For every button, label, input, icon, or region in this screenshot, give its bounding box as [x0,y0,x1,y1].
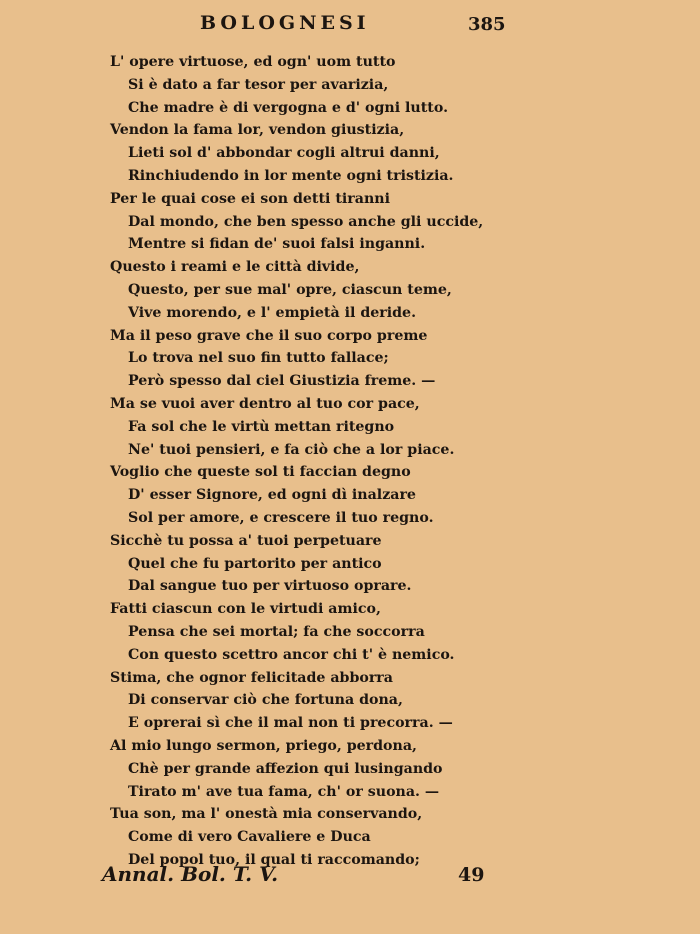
stanza [110,461,580,529]
verse-line: Lo trova nel suo fin tutto fallace; [128,350,389,367]
verse-line: Chè per grande affezion qui lusingando [128,760,443,777]
verse-line: Vendon la fama lor, vendon giustizia, [110,122,405,139]
verse-line: Per le quai cose ei son detti tiranni [110,190,390,207]
verse-line: Vive morendo, e l' empietà il deride. [128,304,417,321]
page-number: 385 [468,14,506,35]
verse-line: Al mio lungo sermon, priego, perdona, [110,737,417,754]
verse-line: Quel che fu partorito per antico [128,555,382,572]
verse-line: Stima, che ognor felicitade abborra [110,669,393,686]
verse-line: Che madre è di vergogna e d' ogni lutto. [128,99,449,116]
verse-line: Con questo scettro ancor chi t' è nemico. [128,646,455,663]
stanza [110,51,580,119]
verse-line: L' opere virtuose, ed ogn' uom tutto [110,54,396,70]
verse-line: Tirato m' ave tua fama, ch' or suona. — [128,783,440,800]
verse-line: Sicchè tu possa a' tuoi perpetuare [110,532,382,549]
verse-line: Mentre si fidan de' suoi falsi inganni. [128,236,426,253]
verse-line: Di conservar ciò che fortuna dona, [128,692,403,709]
verse-line: Come di vero Cavaliere e Duca [128,829,371,846]
signature-number: 49 [458,864,485,886]
verse-line: Fatti ciascun con le virtudi amico, [110,601,381,618]
verse-line: Questo i reami e le città divide, [110,259,360,276]
stanza [110,188,580,256]
verse-line: Tua son, ma l' onestà mia conservando, [110,806,423,823]
poem-body [110,51,580,872]
verse-line: Questo, per sue mal' opre, ciascun teme, [128,281,452,298]
verse-line: Voglio che queste sol ti faccian degno [110,464,411,481]
running-title: BOLOGNESI [200,12,370,34]
verse-line: E oprerai sì che il mal non ti precorra. — [128,715,453,732]
page-header [0,12,700,40]
verse-line: Ma se vuoi aver dentro al tuo cor pace, [110,395,420,412]
verse-line: Rinchiudendo in lor mente ogni tristizia. [128,167,454,184]
verse-line: Ne' tuoi pensieri, e fa ciò che a lor piace. [128,441,455,458]
stanza [110,325,580,393]
verse-line: Lieti sol d' abbondar cogli altrui danni, [128,145,440,162]
stanza [110,598,580,666]
stanza [110,393,580,461]
verse-line: Sol per amore, e crescere il tuo regno. [128,509,434,526]
verse-line: Pensa che sei mortal; fa che soccorra [128,623,425,640]
verse-line: Fa sol che le virtù mettan ritegno [128,418,395,435]
verse-line: Dal sangue tuo per virtuoso oprare. [128,578,412,595]
stanza [110,735,580,803]
verse-line: Si è dato a far tesor per avarizia, [128,76,389,93]
stanza [110,119,580,187]
verse-line: Dal mondo, che ben spesso anche gli uccide, [128,213,484,230]
stanza [110,256,580,324]
stanza [110,530,580,598]
verse-line: Ma il peso grave che il suo corpo preme [110,327,428,344]
verse-line: D' esser Signore, ed ogni dì inalzare [128,487,416,504]
page-footer [0,862,700,892]
stanza [110,667,580,735]
verse-line: Però spesso dal ciel Giustizia freme. — [128,373,436,390]
signature-mark: Annal. Bol. T. V. [102,862,279,886]
verse-line: Del popol tuo, il qual ti raccomando; [128,851,420,868]
